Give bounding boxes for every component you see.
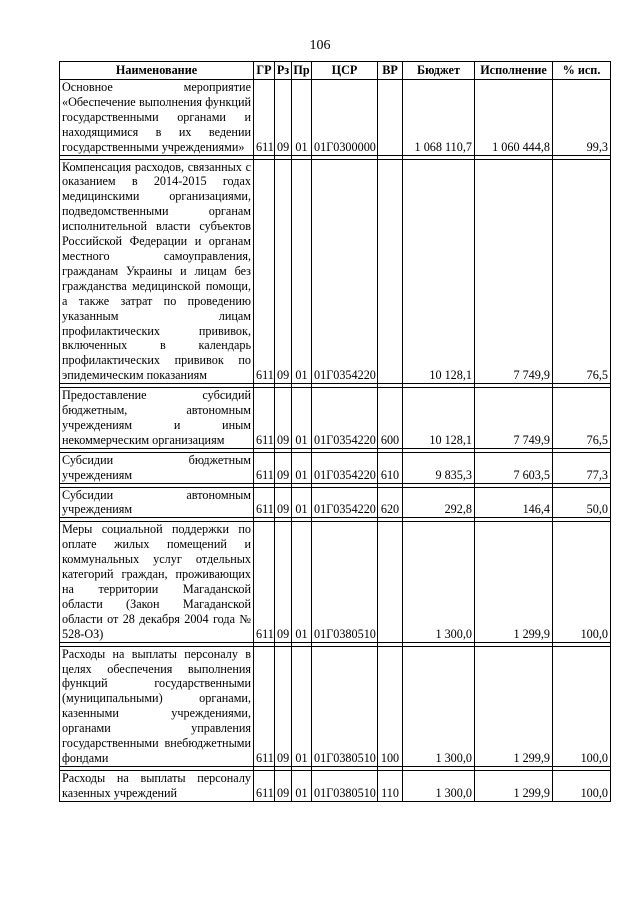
table-cell-vr: 100 [378,646,403,766]
table-row [60,770,611,801]
table-cell-percent: 50,0 [553,487,611,518]
table-cell-budget: 9 835,3 [403,452,475,483]
table-cell-name: Компенсация расходов, связанных с оказанием в 2014-2015 годах медицинскими организациями, подведомственными органам исполнительной власти субъектов Российской Федерации и органам местного самоуправления, гражданам Украины и лицам без гражданства медицинской помощи, а также затрат по проведению указанным лицам профилактических прививок, включенных в календарь профилактических прививок по эпидемическим показаниям [60,159,254,384]
table-cell-percent: 76,5 [553,388,611,449]
table-cell-csr: 01Г0380510 [312,522,378,642]
table-cell-rz: 09 [275,646,292,766]
table-row [60,646,611,766]
table-cell-percent: 100,0 [553,522,611,642]
table-cell-rz: 09 [275,522,292,642]
table-cell-pr: 01 [292,770,312,801]
table-cell-vr [378,522,403,642]
table-cell-name: Субсидии автономным учреждениям [60,487,254,518]
table-cell-rz: 09 [275,159,292,384]
table-cell-pr: 01 [292,159,312,384]
header-gr: ГР [254,62,275,80]
table-cell-vr [378,159,403,384]
table-header-row [60,62,611,80]
table-cell-gr: 611 [254,452,275,483]
table-cell-rz: 09 [275,80,292,156]
table-cell-budget: 1 068 110,7 [403,80,475,156]
table-cell-gr: 611 [254,80,275,156]
table-cell-execution: 1 299,9 [475,646,553,766]
table-cell-percent: 100,0 [553,646,611,766]
table-cell-pr: 01 [292,80,312,156]
table-cell-csr: 01Г0300000 [312,80,378,156]
table-cell-rz: 09 [275,388,292,449]
table-row [60,487,611,518]
table-cell-name: Основное мероприятие «Обеспечение выполнения функций государственными органами и находящимися в их ведении государственными учреждениями» [60,80,254,156]
header-budget: Бюджет [403,62,475,80]
table-cell-execution: 1 299,9 [475,770,553,801]
page-number: 106 [309,38,331,53]
table-cell-execution: 1 060 444,8 [475,80,553,156]
table-cell-execution: 7 749,9 [475,388,553,449]
table-cell-execution: 146,4 [475,487,553,518]
header-vr: ВР [378,62,403,80]
table-cell-percent: 76,5 [553,159,611,384]
table-cell-rz: 09 [275,770,292,801]
table-cell-percent: 77,3 [553,452,611,483]
table-cell-pr: 01 [292,646,312,766]
table-cell-vr [378,80,403,156]
table-row [60,80,611,156]
table-cell-name: Меры социальной поддержки по оплате жилых помещений и коммунальных услуг отдельных категорий граждан, проживающих на территории Магаданской области (Закон Магаданской области от 28 декабря 2004 года № 528-ОЗ) [60,522,254,642]
header-csr: ЦСР [312,62,378,80]
table-cell-gr: 611 [254,159,275,384]
table-cell-name: Расходы на выплаты персоналу казенных учреждений [60,770,254,801]
table-cell-name: Предоставление субсидий бюджетным, автономным учреждениям и иным некоммерческим организациям [60,388,254,449]
table-cell-budget: 1 300,0 [403,770,475,801]
table-cell-gr: 611 [254,388,275,449]
table-cell-csr: 01Г0380510 [312,646,378,766]
table-cell-csr: 01Г0354220 [312,487,378,518]
table-cell-percent: 100,0 [553,770,611,801]
table-cell-csr: 01Г0354220 [312,452,378,483]
table-cell-vr: 600 [378,388,403,449]
table-cell-execution: 7 749,9 [475,159,553,384]
table-cell-budget: 10 128,1 [403,388,475,449]
table-cell-percent: 99,3 [553,80,611,156]
table-row [60,388,611,449]
table-cell-rz: 09 [275,487,292,518]
table-cell-gr: 611 [254,487,275,518]
header-pr: Пр [292,62,312,80]
table-cell-csr: 01Г0380510 [312,770,378,801]
table-cell-pr: 01 [292,487,312,518]
table-cell-budget: 292,8 [403,487,475,518]
table-cell-name: Субсидии бюджетным учреждениям [60,452,254,483]
table-cell-gr: 611 [254,522,275,642]
table-cell-pr: 01 [292,388,312,449]
table-cell-execution: 7 603,5 [475,452,553,483]
budget-execution-table [59,61,611,802]
table-cell-vr: 110 [378,770,403,801]
table-cell-pr: 01 [292,522,312,642]
table-row [60,522,611,642]
header-percent: % исп. [553,62,611,80]
table-cell-pr: 01 [292,452,312,483]
table-cell-vr: 620 [378,487,403,518]
table-cell-csr: 01Г0354220 [312,388,378,449]
header-rz: Рз [275,62,292,80]
table-cell-name: Расходы на выплаты персоналу в целях обеспечения выполнения функций государственными (муниципальными) органами, казенными учреждениями, органами управления государственными внебюджетными фондами [60,646,254,766]
table-cell-execution: 1 299,9 [475,522,553,642]
table-cell-budget: 1 300,0 [403,646,475,766]
table-row [60,159,611,384]
table-row [60,452,611,483]
header-name: Наименование [60,62,254,80]
table-cell-rz: 09 [275,452,292,483]
table-cell-gr: 611 [254,646,275,766]
table-cell-budget: 10 128,1 [403,159,475,384]
header-execution: Исполнение [475,62,553,80]
table-cell-vr: 610 [378,452,403,483]
table-cell-csr: 01Г0354220 [312,159,378,384]
table-cell-gr: 611 [254,770,275,801]
table-cell-budget: 1 300,0 [403,522,475,642]
